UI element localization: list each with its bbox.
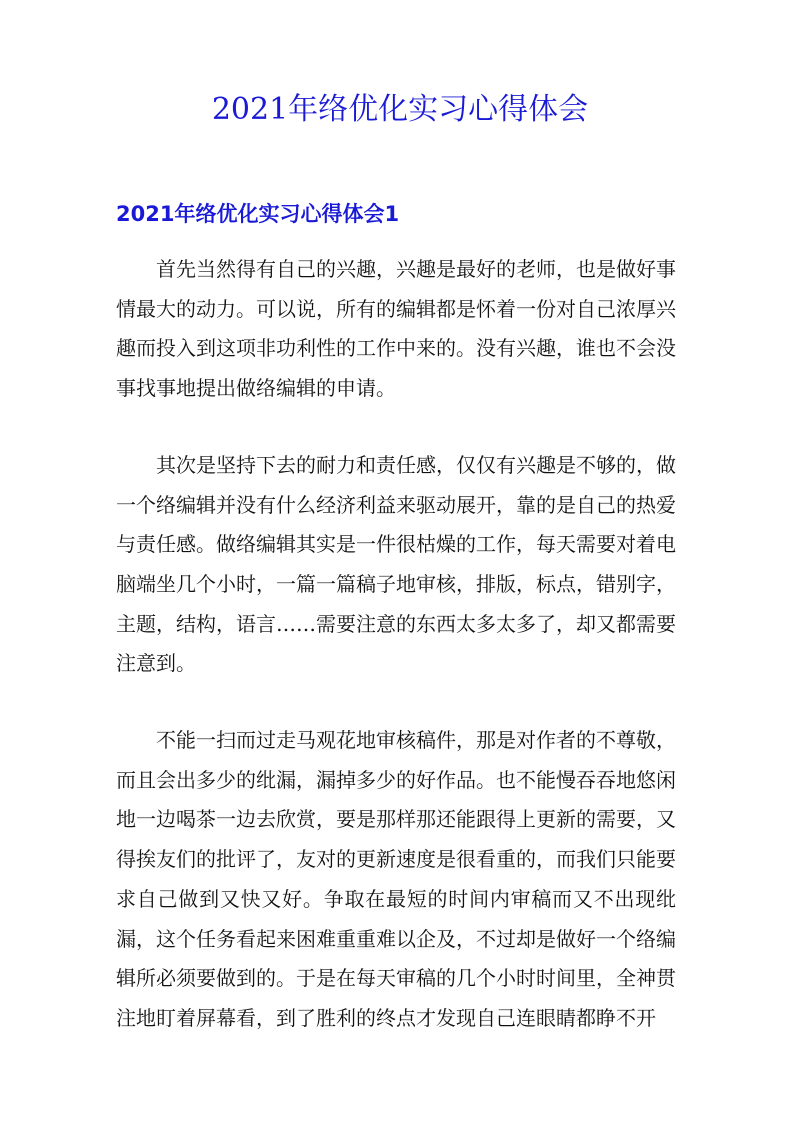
document-title: 2021年络优化实习心得体会: [211, 92, 589, 127]
paragraph-2: 其次是坚持下去的耐力和责任感，仅仅有兴趣是不够的，做一个络编辑并没有什么经济利益来驱动展开，靠的是自己的热爱与责任感。做络编辑其实是一件很枯燥的工作，每天需要对着电脑端坐几个小时，一篇一篇稿子地审核，排版，标点，错别字，主题，结构，语言……需要注意的东西太多太多了，却又都需要注意到。: [116, 452, 676, 676]
paragraph-3: 不能一扫而过走马观花地审核稿件，那是对作者的不尊敬，而且会出多少的纰漏，漏掉多少的好作品。也不能慢吞吞地悠闲地一边喝茶一边去欣赏，要是那样那还能跟得上更新的需要，又得挨友们的批评了，友对的更新速度是很看重的，而我们只能要求自己做到又快又好。争取在最短的时间内审稿而又不出现纰漏，这个任务看起来困难重重难以企及，不过却是做好一个络编辑所必须要做到的。于是在每天审稿的几个小时时间里，全神贯注地盯着屏幕看，到了胜利的终点才发现自己连眼睛都睁不开: [116, 728, 676, 1030]
document-body: [116, 250, 676, 1076]
section-heading: 2021年络优化实习心得体会1: [116, 202, 400, 226]
paragraph-1: 首先当然得有自己的兴趣，兴趣是最好的老师，也是做好事情最大的动力。可以说，所有的编辑都是怀着一份对自己浓厚兴趣而投入到这项非功利性的工作中来的。没有兴趣，谁也不会没事找事地提出做络编辑的申请。: [116, 257, 676, 401]
